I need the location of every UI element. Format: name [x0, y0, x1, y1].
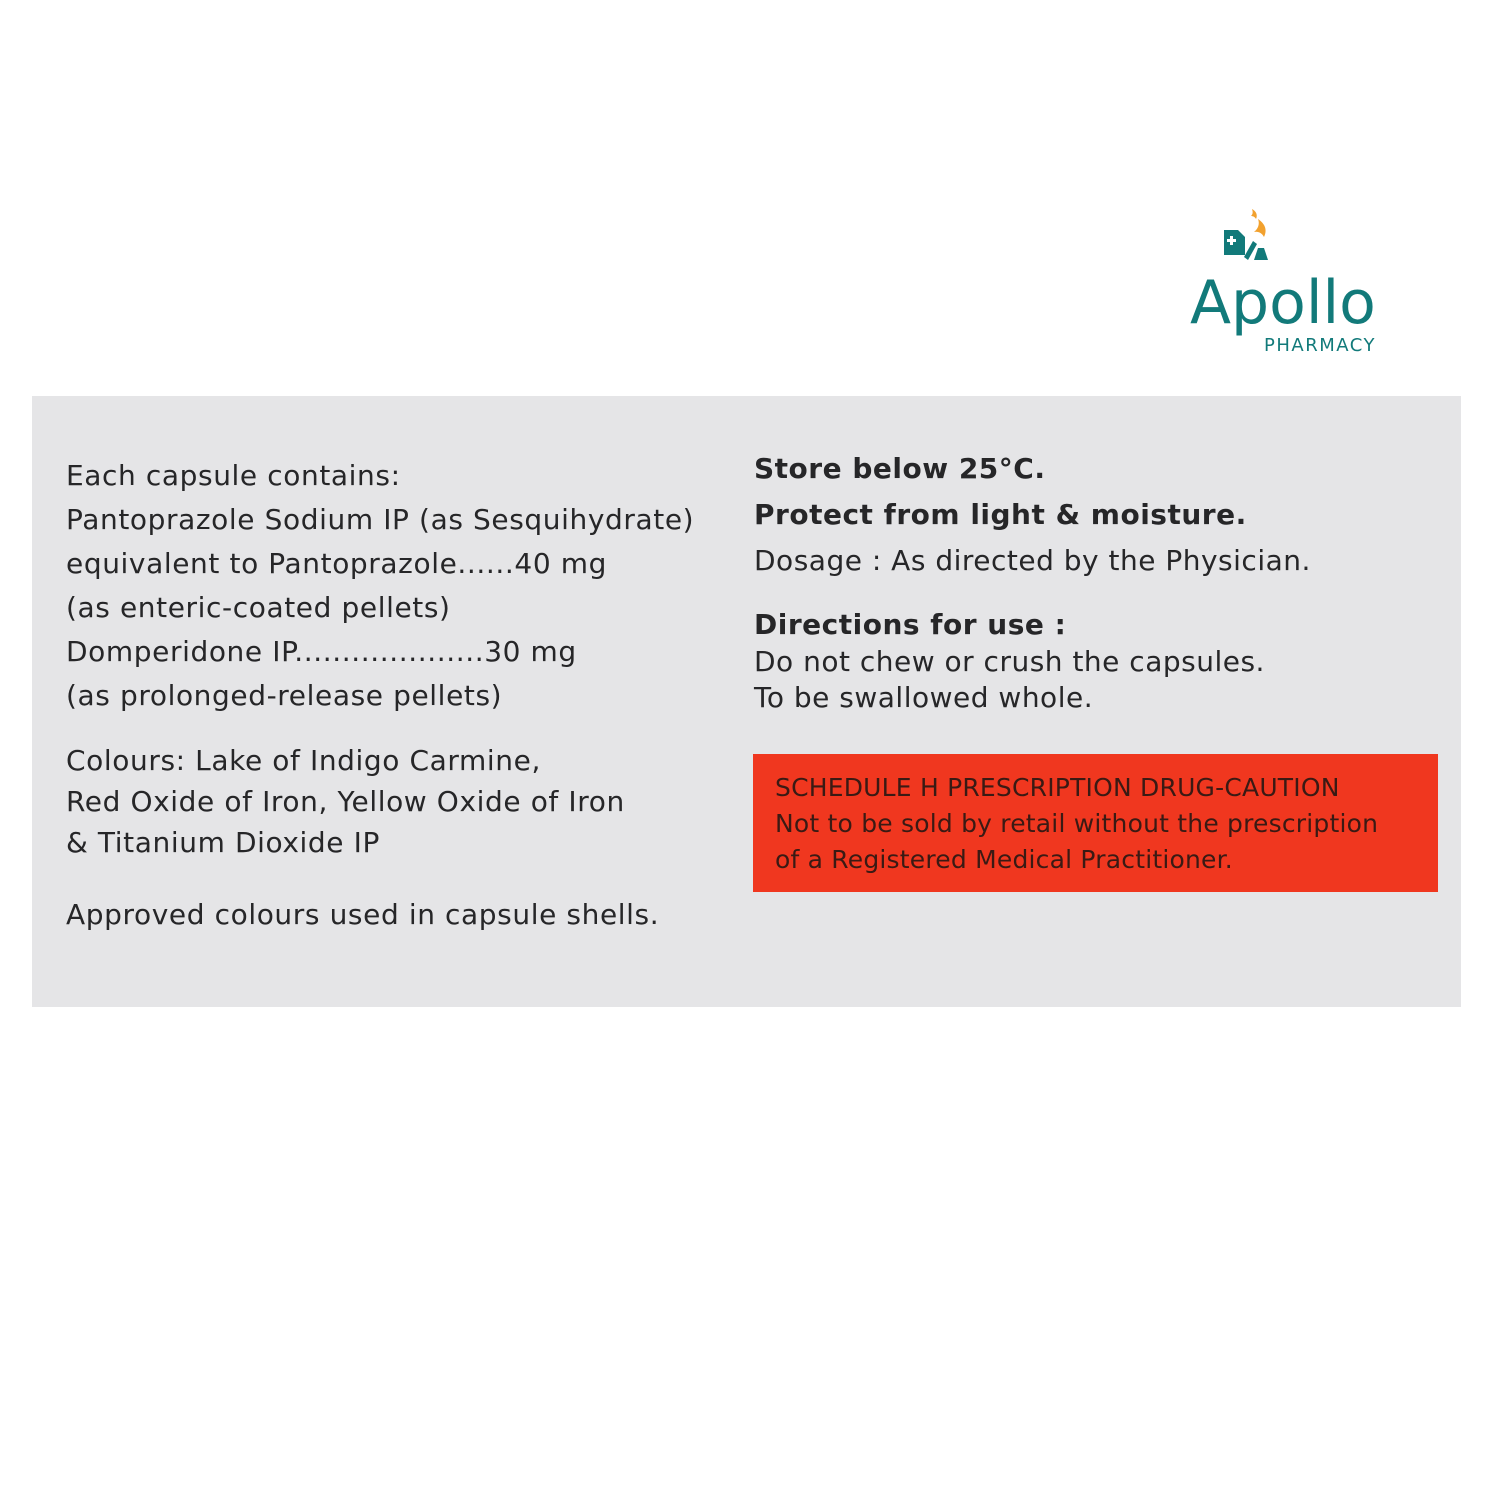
- storage-column: [754, 446, 1444, 716]
- logo-emblem-icon: [1224, 209, 1268, 260]
- approved-colours-note: Approved colours used in capsule shells.: [66, 898, 660, 931]
- spacer: [66, 718, 746, 740]
- logo-sub-text: PHARMACY: [1264, 335, 1376, 355]
- composition-line: (as prolonged-release pellets): [66, 679, 503, 712]
- logo-brand-text: Apollo: [1190, 268, 1376, 338]
- composition-line: (as enteric-coated pellets): [66, 591, 451, 624]
- colours-line: & Titanium Dioxide IP: [66, 826, 380, 859]
- dosage-note: Dosage : As directed by the Physician.: [754, 544, 1311, 577]
- schedule-h-caution-box: [753, 754, 1438, 892]
- directions-heading: Directions for use :: [754, 608, 1067, 641]
- directions-line: Do not chew or crush the capsules.: [754, 645, 1265, 678]
- composition-heading: Each capsule contains:: [66, 459, 401, 492]
- composition-line: Pantoprazole Sodium IP (as Sesquihydrate): [66, 503, 695, 536]
- medicine-carton-panel: [32, 396, 1461, 1007]
- caution-title: SCHEDULE H PRESCRIPTION DRUG-CAUTION: [775, 773, 1340, 802]
- caution-line: of a Registered Medical Practitioner.: [775, 845, 1233, 874]
- composition-column: [66, 454, 746, 937]
- colours-line: Red Oxide of Iron, Yellow Oxide of Iron: [66, 785, 625, 818]
- spacer: [754, 584, 1444, 606]
- caution-line: Not to be sold by retail without the prescription: [775, 809, 1379, 838]
- composition-line: equivalent to Pantoprazole......40 mg: [66, 547, 607, 580]
- directions-line: To be swallowed whole.: [754, 681, 1094, 714]
- storage-temperature: Store below 25°C.: [754, 452, 1046, 485]
- apollo-pharmacy-logo: [1188, 205, 1408, 355]
- composition-line: Domperidone IP....................30 mg: [66, 635, 577, 668]
- storage-protect: Protect from light & moisture.: [754, 498, 1247, 531]
- colours-line: Colours: Lake of Indigo Carmine,: [66, 744, 541, 777]
- spacer: [66, 863, 746, 893]
- apollo-logo-graphic: [1188, 205, 1408, 355]
